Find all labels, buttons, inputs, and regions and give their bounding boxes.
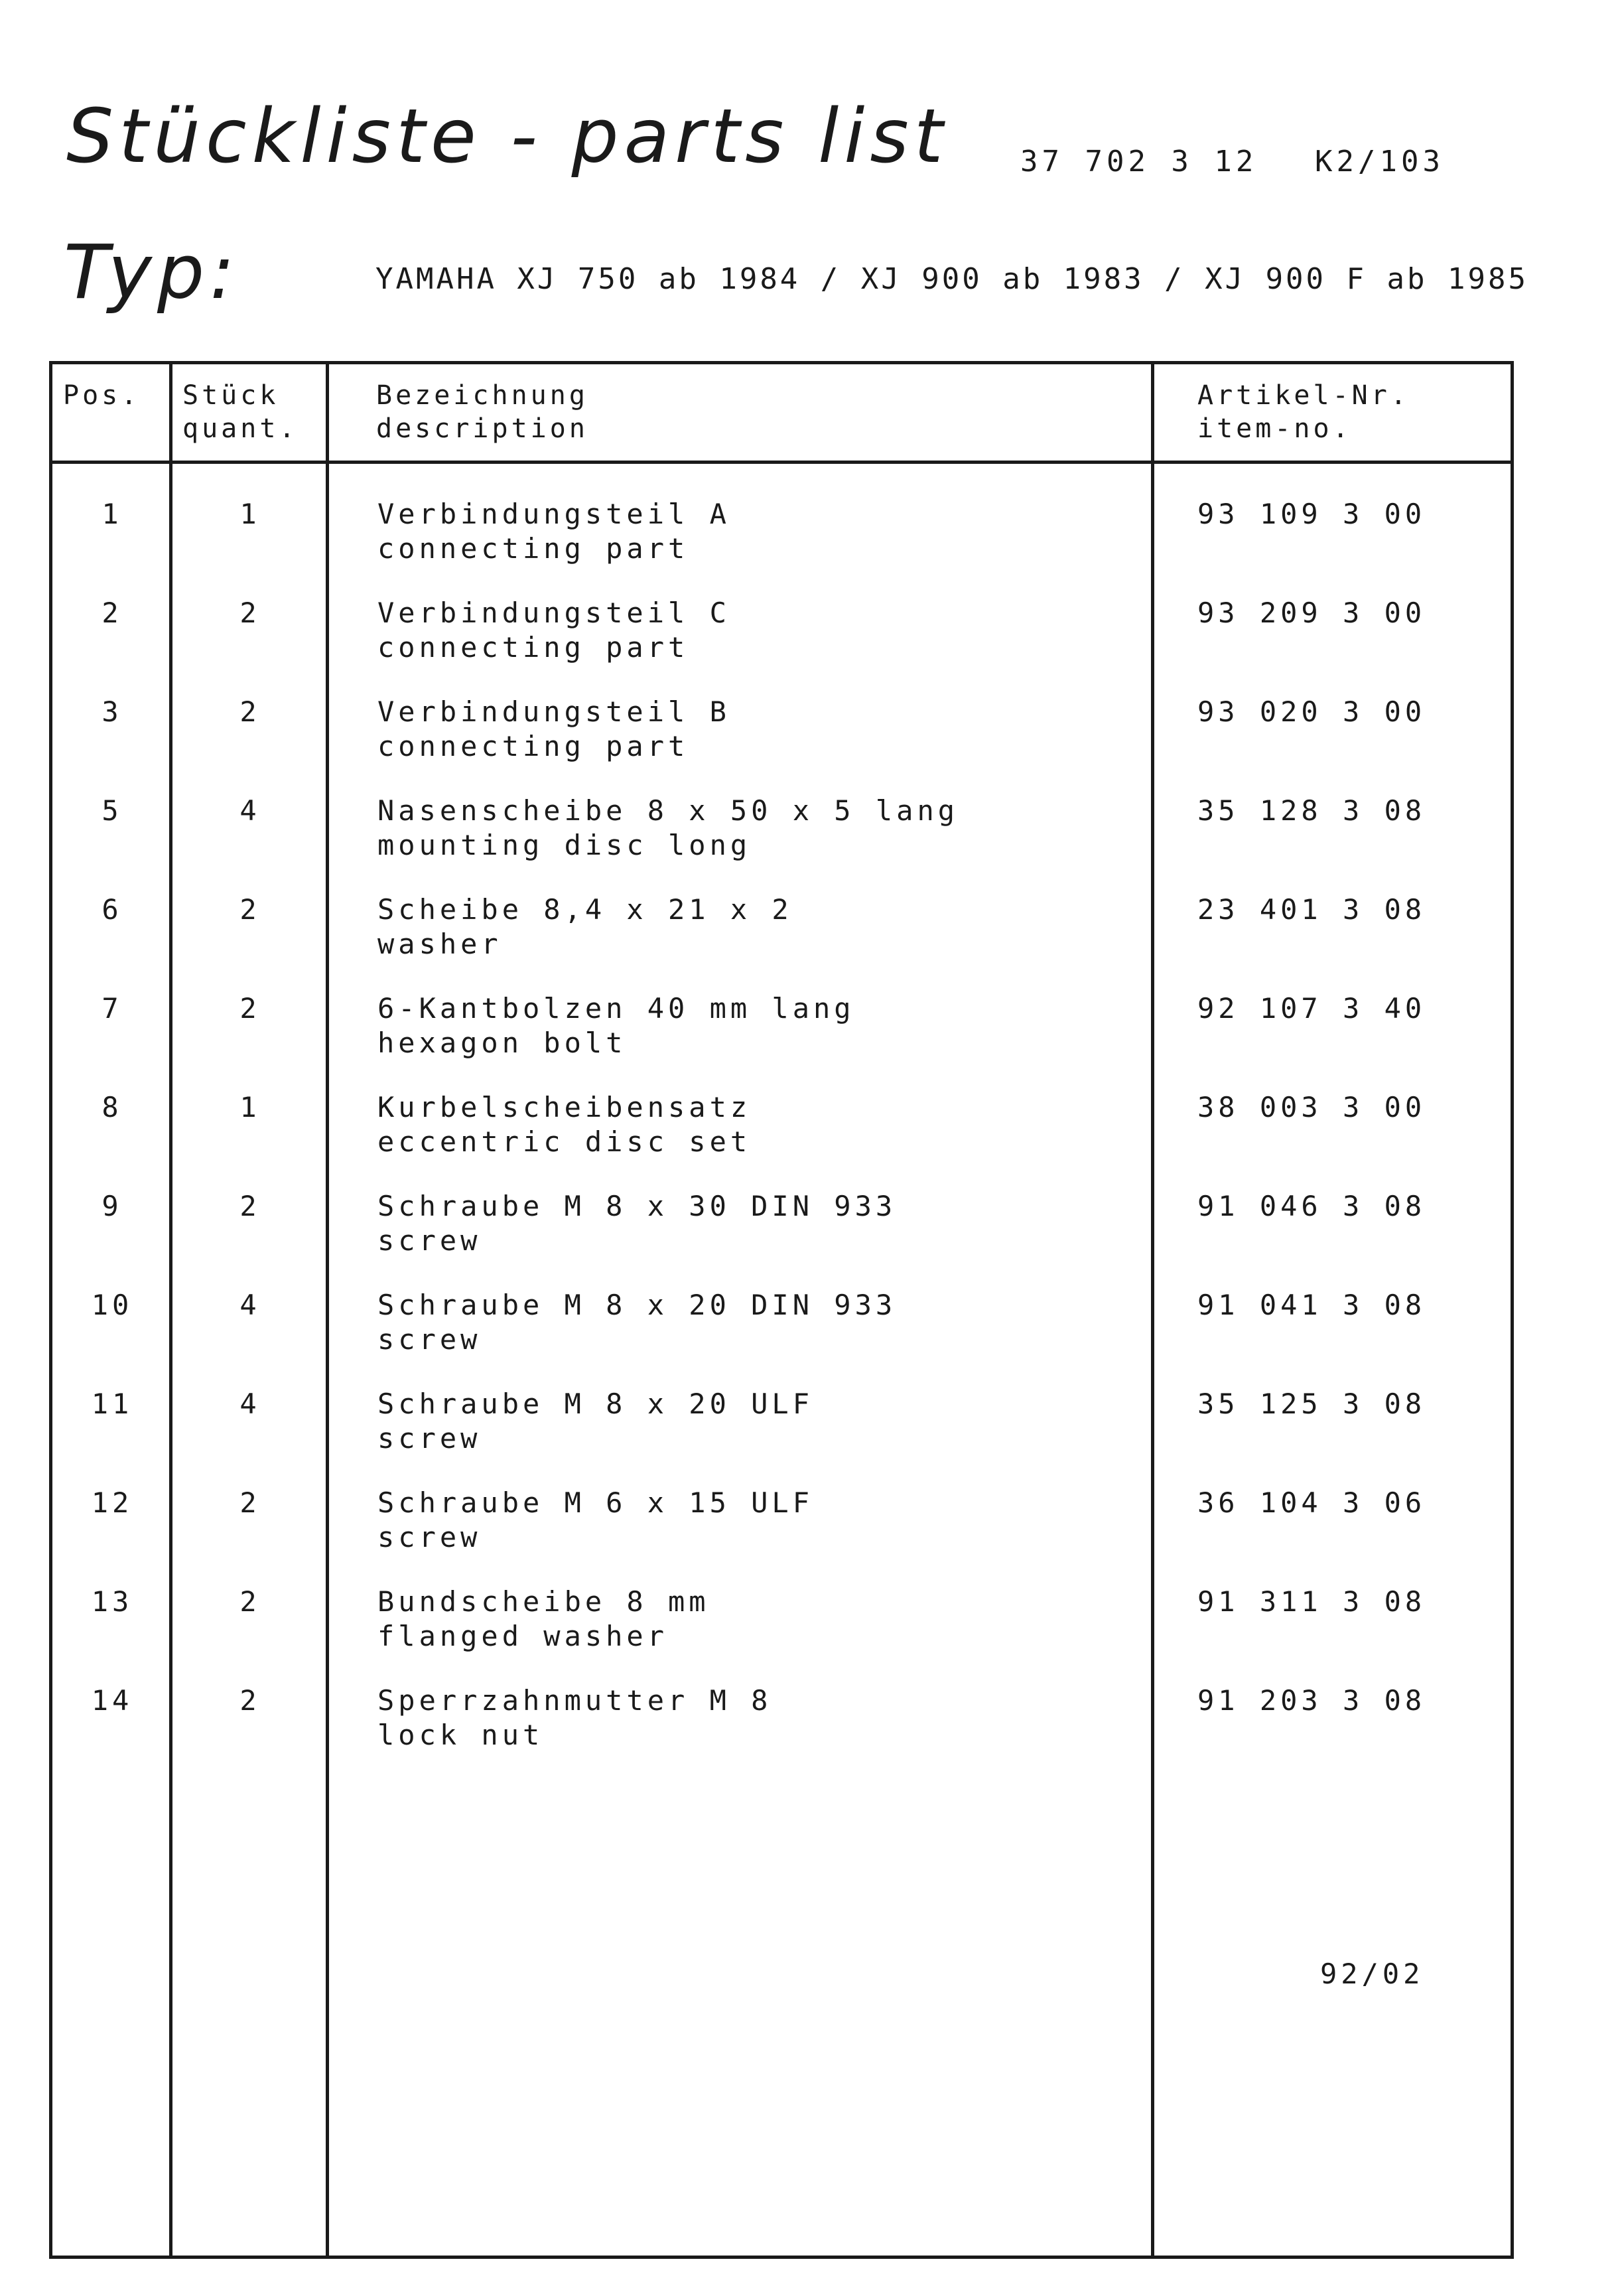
header-divider — [52, 461, 1511, 464]
description-german: Verbindungsteil A — [377, 498, 730, 530]
row-position: 3 — [101, 695, 123, 728]
typ-label: Typ: — [64, 230, 240, 316]
row-quantity: 2 — [239, 695, 261, 728]
description-german: Scheibe 8,4 x 21 x 2 — [377, 893, 793, 926]
row-description — [377, 596, 730, 665]
description-english: connecting part — [377, 532, 689, 565]
row-item-number: 93 020 3 00 — [1197, 695, 1426, 728]
row-quantity: 2 — [239, 893, 261, 926]
description-english: screw — [377, 1422, 482, 1455]
row-position: 8 — [101, 1091, 123, 1123]
table-row — [52, 596, 1511, 695]
header-quantity: Stück quant. — [182, 380, 299, 444]
description-english: connecting part — [377, 730, 689, 762]
row-position: 9 — [101, 1190, 123, 1222]
row-quantity: 2 — [239, 1585, 261, 1618]
row-quantity: 2 — [239, 597, 261, 629]
description-german: Verbindungsteil C — [377, 597, 730, 629]
table-row — [52, 1288, 1511, 1388]
row-quantity: 4 — [239, 794, 261, 827]
description-english: hexagon bolt — [377, 1027, 627, 1059]
description-german: Kurbelscheibensatz — [377, 1091, 752, 1123]
row-description — [377, 497, 730, 566]
row-item-number: 92 107 3 40 — [1197, 992, 1426, 1025]
table-row — [52, 1684, 1511, 1783]
row-position: 10 — [91, 1289, 133, 1321]
row-description — [377, 1288, 896, 1357]
row-quantity: 1 — [239, 1091, 261, 1123]
description-german: Schraube M 8 x 30 DIN 933 — [377, 1190, 897, 1222]
row-quantity: 4 — [239, 1289, 261, 1321]
header-item-number: Artikel-Nr. item-no. — [1197, 380, 1410, 444]
typ-value: YAMAHA XJ 750 ab 1984 / XJ 900 ab 1983 / XJ 900 F ab 1985 — [375, 262, 1528, 296]
row-description — [377, 991, 855, 1060]
table-row — [52, 1189, 1511, 1289]
parts-table — [49, 361, 1514, 2259]
row-item-number: 91 311 3 08 — [1197, 1585, 1426, 1618]
description-english: screw — [377, 1323, 482, 1356]
table-row — [52, 1387, 1511, 1486]
table-row — [52, 1090, 1511, 1190]
row-quantity: 2 — [239, 1486, 261, 1519]
description-english: washer — [377, 928, 502, 960]
row-position: 6 — [101, 893, 123, 926]
row-quantity: 4 — [239, 1388, 261, 1420]
table-row — [52, 794, 1511, 893]
row-description — [377, 794, 959, 863]
row-item-number: 35 128 3 08 — [1197, 794, 1426, 827]
row-position: 1 — [101, 498, 123, 530]
description-german: Schraube M 8 x 20 DIN 933 — [377, 1289, 897, 1321]
row-item-number: 23 401 3 08 — [1197, 893, 1426, 926]
row-position: 11 — [91, 1388, 133, 1420]
row-item-number: 38 003 3 00 — [1197, 1091, 1426, 1123]
description-german: Sperrzahnmutter M 8 — [377, 1684, 772, 1717]
row-description — [377, 695, 730, 764]
table-row — [52, 497, 1511, 597]
row-quantity: 2 — [239, 1684, 261, 1717]
row-position: 14 — [91, 1684, 133, 1717]
table-row — [52, 695, 1511, 794]
description-german: Nasenscheibe 8 x 50 x 5 lang — [377, 794, 959, 827]
row-quantity: 2 — [239, 1190, 261, 1222]
table-row — [52, 991, 1511, 1091]
header-description: Bezeichnung description — [376, 380, 588, 444]
table-row — [52, 1486, 1511, 1585]
row-item-number: 35 125 3 08 — [1197, 1388, 1426, 1420]
table-row — [52, 1585, 1511, 1684]
row-description — [377, 1090, 751, 1159]
row-item-number: 36 104 3 06 — [1197, 1486, 1426, 1519]
document-title: Stückliste - parts list — [66, 94, 949, 180]
description-german: Verbindungsteil B — [377, 695, 730, 728]
row-item-number: 91 046 3 08 — [1197, 1190, 1426, 1222]
description-english: flanged washer — [377, 1620, 669, 1652]
row-position: 12 — [91, 1486, 133, 1519]
revision-code: 92/02 — [1320, 1958, 1424, 1990]
row-item-number: 91 203 3 08 — [1197, 1684, 1426, 1717]
description-english: connecting part — [377, 631, 689, 664]
table-row — [52, 893, 1511, 992]
row-description — [377, 1684, 772, 1753]
row-description — [377, 1189, 896, 1258]
description-english: eccentric disc set — [377, 1125, 752, 1158]
row-item-number: 93 109 3 00 — [1197, 498, 1426, 530]
description-english: mounting disc long — [377, 829, 752, 861]
row-description — [377, 1387, 813, 1456]
description-english: screw — [377, 1224, 482, 1257]
description-german: Bundscheibe 8 mm — [377, 1585, 710, 1618]
row-item-number: 91 041 3 08 — [1197, 1289, 1426, 1321]
row-description — [377, 893, 793, 962]
row-position: 5 — [101, 794, 123, 827]
header-pos: Pos. — [63, 380, 141, 411]
row-description — [377, 1486, 813, 1555]
row-position: 13 — [91, 1585, 133, 1618]
document-number: 37 702 3 12 — [1020, 145, 1258, 179]
description-english: lock nut — [377, 1719, 544, 1751]
row-quantity: 1 — [239, 498, 261, 530]
row-quantity: 2 — [239, 992, 261, 1025]
row-description — [377, 1585, 710, 1654]
description-german: Schraube M 8 x 20 ULF — [377, 1388, 814, 1420]
description-german: Schraube M 6 x 15 ULF — [377, 1486, 814, 1519]
sheet-code: K2/103 — [1315, 145, 1444, 179]
row-item-number: 93 209 3 00 — [1197, 597, 1426, 629]
description-german: 6-Kantbolzen 40 mm lang — [377, 992, 855, 1025]
row-position: 2 — [101, 597, 123, 629]
description-english: screw — [377, 1521, 482, 1553]
row-position: 7 — [101, 992, 123, 1025]
